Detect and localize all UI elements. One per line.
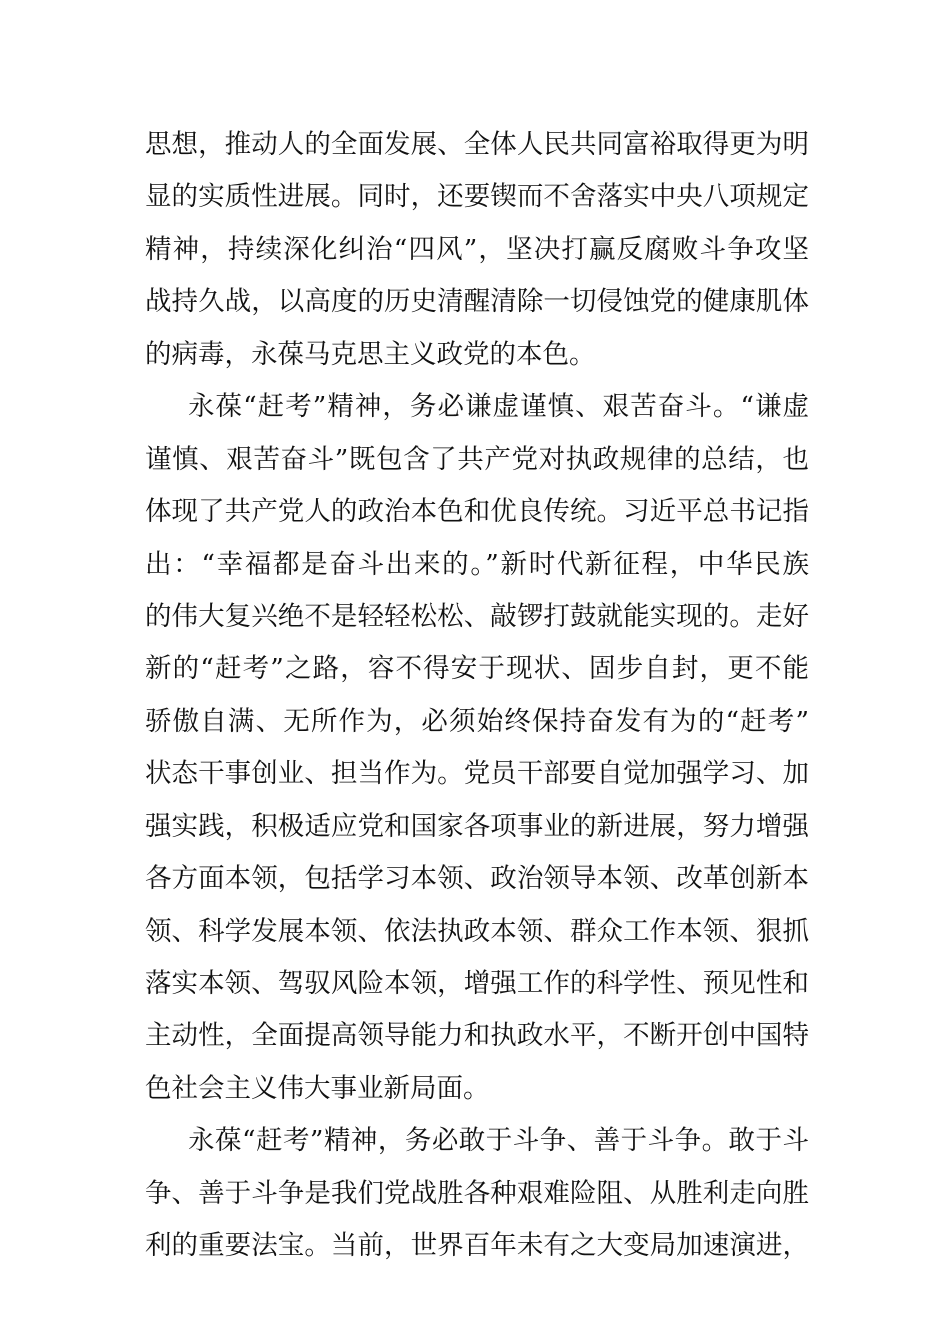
text-line: 各方面本领，包括学习本领、政治领导本领、改革创新本 bbox=[145, 863, 809, 895]
text-line: 强实践，积极适应党和国家各项事业的新进展，努力增强 bbox=[145, 810, 809, 842]
text-line: 主动性，全面提高领导能力和执政水平，不断开创中国特 bbox=[145, 1020, 809, 1052]
text-line: 的伟大复兴绝不是轻轻松松、敲锣打鼓就能实现的。走好 bbox=[145, 600, 809, 632]
text-line: 新的“赶考”之路，容不得安于现状、固步自封，更不能 bbox=[145, 653, 809, 685]
text-line: 精神，持续深化纠治“四风”，坚决打赢反腐败斗争攻坚 bbox=[145, 233, 809, 265]
text-line: 利的重要法宝。当前，世界百年未有之大变局加速演进， bbox=[145, 1230, 809, 1262]
body-text bbox=[145, 119, 809, 1273]
text-line: 领、科学发展本领、依法执政本领、群众工作本领、狠抓 bbox=[145, 915, 809, 947]
text-line: 色社会主义伟大事业新局面。 bbox=[145, 1072, 490, 1104]
text-line: 出：“幸福都是奋斗出来的。”新时代新征程，中华民族 bbox=[145, 548, 809, 580]
text-line: 思想，推动人的全面发展、全体人民共同富裕取得更为明 bbox=[145, 129, 809, 160]
text-line: 骄傲自满、无所作为，必须始终保持奋发有为的“赶考” bbox=[145, 705, 809, 737]
text-line: 的病毒，永葆马克思主义政党的本色。 bbox=[145, 338, 596, 370]
text-line: 战持久战，以高度的历史清醒清除一切侵蚀党的健康肌体 bbox=[145, 286, 809, 318]
text-line: 落实本领、驾驭风险本领，增强工作的科学性、预见性和 bbox=[145, 968, 809, 999]
paragraph-start-line: 永葆“赶考”精神，务必谦虚谨慎、艰苦奋斗。“谦虚 bbox=[188, 391, 809, 423]
text-line: 谨慎、艰苦奋斗”既包含了共产党对执政规律的总结，也 bbox=[145, 443, 809, 475]
text-line: 显的实质性进展。同时，还要锲而不舍落实中央八项规定 bbox=[145, 181, 809, 213]
text-line: 争、善于斗争是我们党战胜各种艰难险阻、从胜利走向胜 bbox=[145, 1177, 809, 1209]
text-line: 状态干事创业、担当作为。党员干部要自觉加强学习、加 bbox=[145, 758, 809, 790]
text-line: 体现了共产党人的政治本色和优良传统。习近平总书记指 bbox=[145, 496, 809, 528]
paragraph-start-line: 永葆“赶考”精神，务必敢于斗争、善于斗争。敢于斗 bbox=[188, 1125, 809, 1157]
